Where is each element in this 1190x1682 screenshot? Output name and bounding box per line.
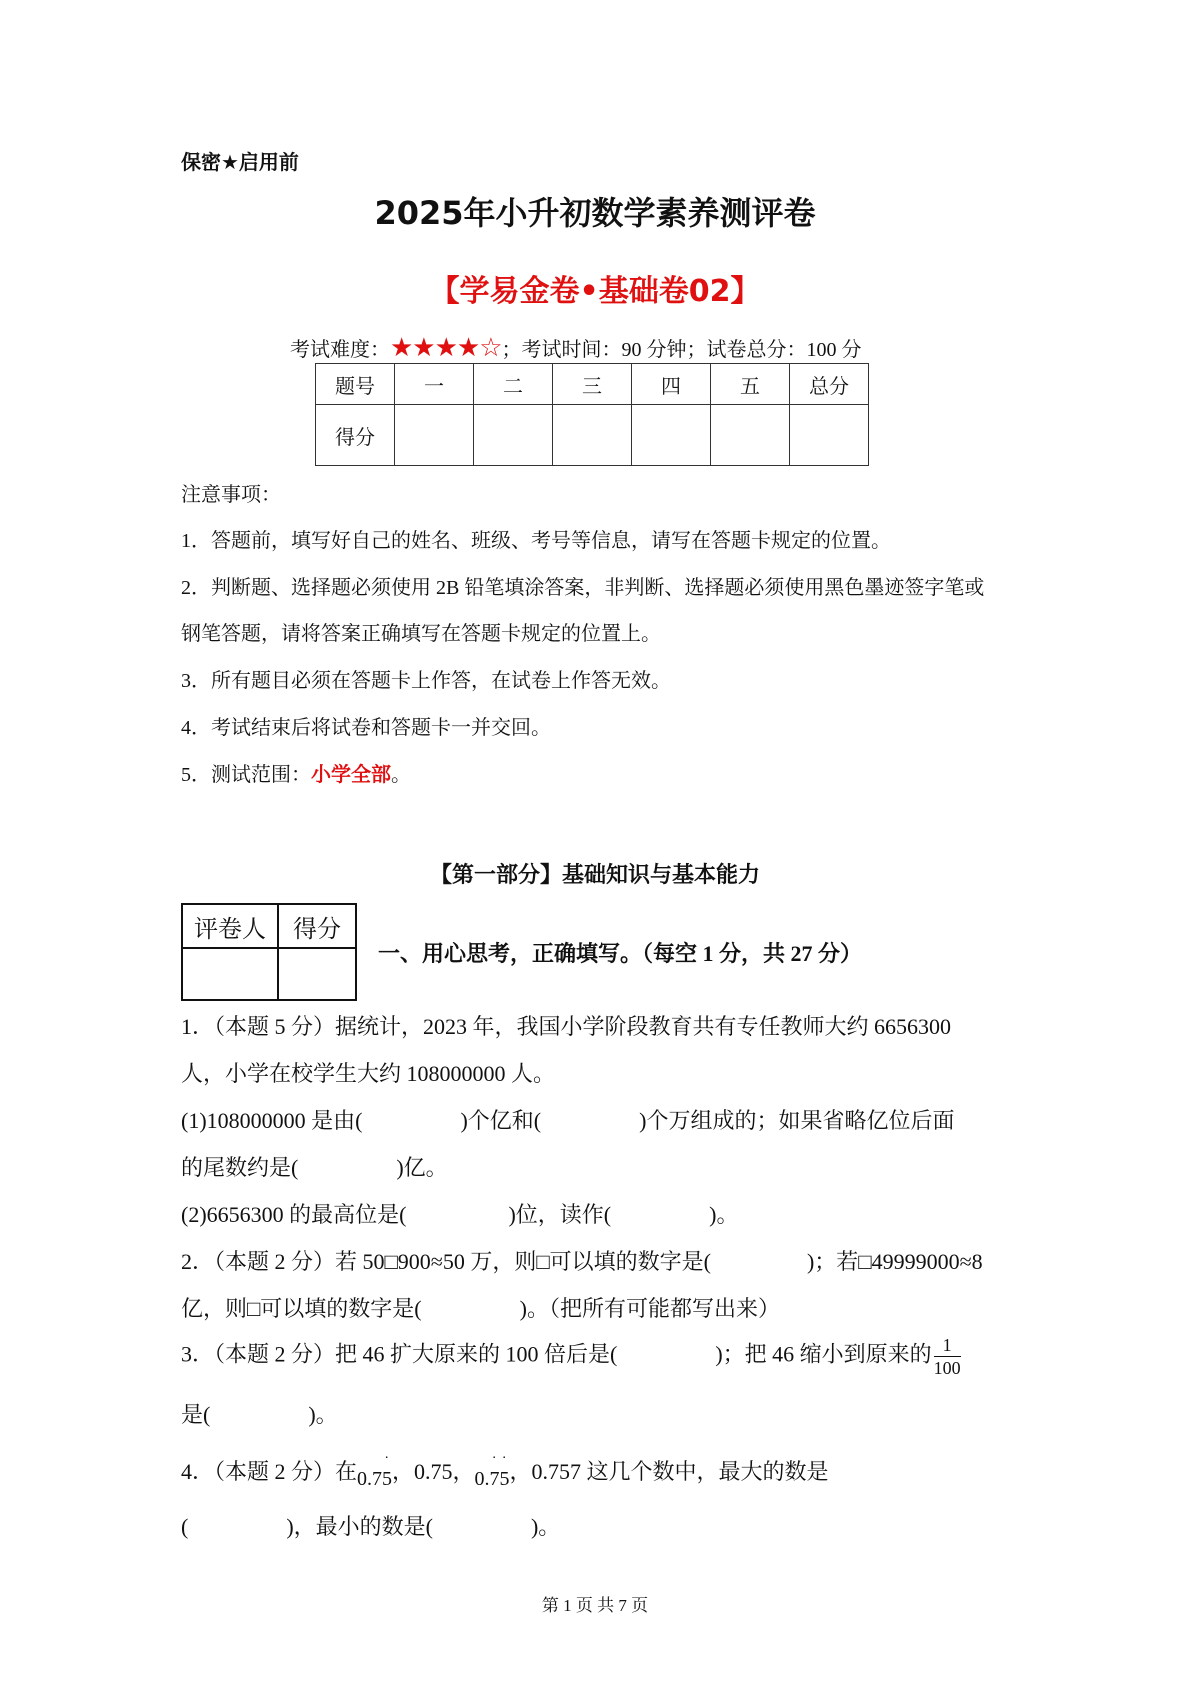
decimal-part: 0.: [474, 1468, 490, 1490]
q1-s1-text-c: )个万组成的；如果省略亿位后面: [639, 1108, 955, 1133]
score-cell: [790, 405, 869, 466]
question-2-line-2: [181, 1292, 780, 1323]
grader-score-label: 得分: [278, 904, 356, 948]
exam-info: [290, 333, 862, 363]
q3-text-a: 3．（本题 2 分）把 46 扩大原来的 100 倍后是(: [181, 1341, 618, 1367]
question-1-line-2: 人，小学在校学生大约 108000000 人。: [181, 1061, 556, 1086]
q4-text-e: )，最小的数是(: [286, 1514, 433, 1539]
notes-heading: 注意事项：: [181, 484, 281, 506]
section-title: 一、用心思考，正确填写。（每空 1 分，共 27 分）: [378, 941, 863, 966]
q3-text-d: )。: [308, 1402, 338, 1427]
note-item-2-cont: 钢笔答题，请将答案正确填写在答题卡规定的位置上。: [181, 623, 661, 645]
q4-text-c: ，0.757 这几个数中，最大的数是: [509, 1459, 829, 1484]
question-3-line-1: [181, 1334, 961, 1379]
score-cell: [632, 405, 711, 466]
q1-s2-text-b: )位，读作(: [508, 1202, 612, 1227]
page-number: 第 1 页 共 7 页: [541, 1596, 649, 1615]
score-table-header: 一: [395, 364, 474, 405]
note-item-5: [181, 758, 411, 787]
question-1-sub-1-cont: [181, 1151, 448, 1182]
part1-title: 【第一部分】基础知识与基本能力: [429, 863, 760, 888]
difficulty-star-empty: ☆: [479, 333, 502, 362]
score-cell: [474, 405, 553, 466]
fraction-denominator: 100: [933, 1358, 961, 1378]
question-2-line-1: [181, 1245, 983, 1276]
grader-cell: [182, 948, 278, 1000]
difficulty-label: 考试难度：: [290, 339, 390, 361]
repeating-decimal-2: [475, 1468, 510, 1490]
score-cell: [711, 405, 790, 466]
q1-s1-text-b: )个亿和(: [460, 1108, 542, 1133]
q1-s1-text-d: 的尾数约是(: [181, 1155, 299, 1180]
grader-score-cell: [278, 948, 356, 1000]
confidential-label: 保密★启用前: [181, 150, 299, 174]
repeating-digit: ˙ 7: [490, 1468, 500, 1490]
question-3-line-2: [181, 1398, 338, 1429]
fraction-one-hundredth: [934, 1334, 961, 1379]
q3-text-c: 是(: [181, 1402, 211, 1427]
exam-time-score: ；考试时间：90 分钟；试卷总分：100 分: [501, 339, 862, 361]
q1-s2-text-a: (2)6656300 的最高位是(: [181, 1202, 407, 1227]
score-table-header: 四: [632, 364, 711, 405]
question-4-line-1: [181, 1455, 829, 1490]
note-item-1: 1．答题前，填写好自己的姓名、班级、考号等信息，请写在答题卡规定的位置。: [181, 530, 891, 552]
q2-text-d: )。（把所有可能都写出来）: [519, 1296, 780, 1321]
score-table-header: 五: [711, 364, 790, 405]
note-item-5-suffix: 。: [391, 764, 411, 786]
score-row-label: 得分: [316, 405, 395, 466]
score-table-header: 总分: [790, 364, 869, 405]
note-item-3: 3．所有题目必须在答题卡上作答，在试卷上作答无效。: [181, 670, 671, 692]
q3-text-b: )；把 46 缩小到原来的: [715, 1341, 932, 1367]
fraction-numerator: 1: [934, 1334, 961, 1357]
page-title: 2025年小升初数学素养测评卷: [374, 194, 816, 232]
note-item-5-prefix: 5．测试范围：: [181, 764, 311, 786]
question-1-sub-1: [181, 1104, 954, 1135]
question-4-line-2: [181, 1510, 560, 1541]
q1-s1-text-e: )亿。: [396, 1155, 448, 1180]
q2-text-c: 亿，则□可以填的数字是(: [181, 1296, 422, 1321]
q2-text-b: )；若□49999000≈8: [806, 1249, 983, 1274]
test-scope: 小学全部: [311, 762, 391, 786]
grader-table: [181, 903, 357, 1001]
question-1-line-1: 1．（本题 5 分）据统计，2023 年，我国小学阶段教育共有专任教师大约 6656300: [181, 1014, 952, 1039]
decimal-part: 0.7: [357, 1468, 383, 1490]
page-subtitle: 【学易金卷•基础卷02】: [429, 274, 761, 309]
repeating-digit: ˙ 5: [500, 1468, 510, 1490]
q4-text-f: )。: [530, 1514, 561, 1539]
grader-label: 评卷人: [182, 904, 278, 948]
score-table: [315, 363, 869, 466]
q1-s1-text-a: (1)108000000 是由(: [181, 1108, 363, 1133]
note-item-2: 2．判断题、选择题必须使用 2B 铅笔填涂答案，非判断、选择题必须使用黑色墨迹签字笔或: [181, 577, 985, 599]
note-item-4: 4．考试结束后将试卷和答题卡一并交回。: [181, 717, 551, 739]
score-table-header: 三: [553, 364, 632, 405]
score-cell: [553, 405, 632, 466]
question-1-sub-2: [181, 1198, 738, 1229]
repeating-decimal-1: [357, 1468, 392, 1490]
q4-text-d: (: [181, 1514, 189, 1539]
repeating-digit: ˙ 5: [382, 1468, 392, 1490]
q4-text-b: ，0.75，: [392, 1459, 475, 1484]
score-table-header: 二: [474, 364, 553, 405]
score-cell: [395, 405, 474, 466]
score-table-header: 题号: [316, 364, 395, 405]
difficulty-stars-filled: ★★★★: [390, 333, 480, 362]
q1-s2-text-c: )。: [709, 1202, 739, 1227]
q4-text-a: 4．（本题 2 分）在: [181, 1459, 358, 1484]
q2-text-a: 2．（本题 2 分）若 50□900≈50 万，则□可以填的数字是(: [181, 1249, 711, 1274]
